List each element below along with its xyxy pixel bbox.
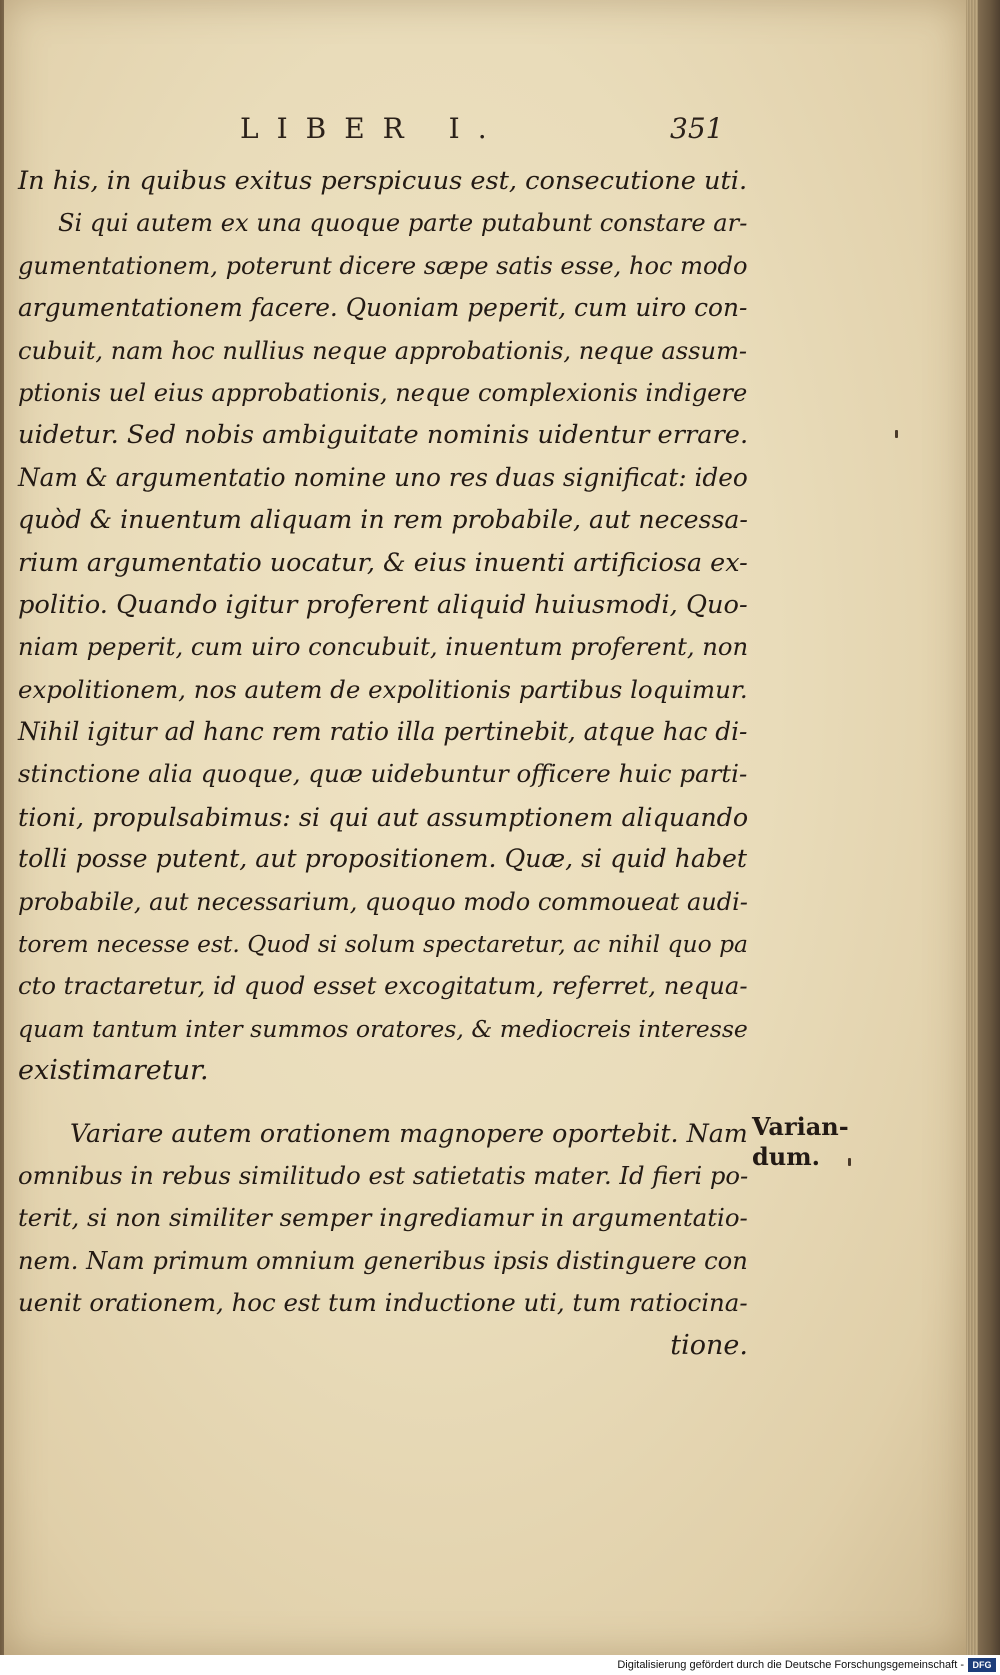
text-line: probabile, aut necessarium, quoquo modo commoueat audi- (18, 887, 748, 916)
text-line: nem. Nam primum omnium generibus ipsis distinguere con (18, 1246, 748, 1275)
footer-text: Digitalisierung gefördert durch die Deutsche Forschungsgemeinschaft - (617, 1659, 964, 1671)
catchword: tione. (670, 1329, 748, 1361)
text-line: In his, in quibus exitus perspicuus est, consecutione uti. (18, 166, 748, 196)
text-line: gumentationem, poterunt dicere sæpe satis esse, hoc modo (18, 251, 748, 280)
text-line: existimaretur. (18, 1055, 209, 1087)
text-line: uenit orationem, hoc est tum inductione uti, tum ratiocina- (18, 1288, 748, 1318)
page-number: 351 (670, 112, 724, 145)
ink-mark (848, 1158, 851, 1166)
text-line: Nihil igitur ad hanc rem ratio illa pertinebit, atque hac di- (18, 717, 748, 747)
text-line: politio. Quando igitur proferent aliquid huiusmodi, Quo- (18, 589, 748, 620)
text-line: quam tantum inter summos oratores, & mediocreis interesse (18, 1014, 748, 1043)
text-line: Si qui autem ex una quoque parte putabunt constare ar- (58, 209, 748, 238)
text-line: expolitionem, nos autem de expolitionis partibus loquimur. (18, 674, 748, 704)
page-edge (966, 0, 978, 1655)
margin-note (752, 1112, 849, 1172)
text-line: quòd & inuentum aliquam in rem probabile, aut necessa- (18, 505, 748, 535)
ink-mark (895, 430, 898, 438)
text-line: omnibus in rebus similitudo est satietatis mater. Id fieri po- (18, 1160, 749, 1190)
margin-note-line: dum. (752, 1142, 820, 1171)
text-line: stinctione alia quoque, quæ uidebuntur officere huic parti- (18, 759, 748, 789)
text-line: Nam & argumentatio nomine uno res duas significat: ideo (18, 462, 748, 492)
text-line: argumentationem facere. Quoniam peperit, cum uiro con- (18, 293, 748, 323)
digitization-footer (0, 1655, 1000, 1675)
text-line: terit, si non similiter semper ingrediamur in argumentatio- (18, 1203, 748, 1233)
text-line: tioni, propulsabimus: si qui aut assumptionem aliquando (18, 801, 749, 832)
text-line: Variare autem orationem magnopere oportebit. Nam (70, 1118, 748, 1148)
text-line: torem necesse est. Quod si solum spectaretur, ac nihil quo pa (18, 930, 748, 959)
text-line: uidetur. Sed nobis ambiguitate nominis uidentur errare. (18, 420, 749, 451)
body-text (18, 160, 748, 1367)
text-line: tolli posse putent, aut propositionem. Quæ, si quid habet (18, 844, 748, 874)
text-line: rium argumentatio uocatur, & eius inuenti artificiosa ex- (18, 547, 748, 578)
text-line: ptionis uel eius approbationis, neque complexionis indigere (18, 378, 748, 407)
margin-note-line: Varian- (752, 1112, 849, 1141)
text-line: cto tractaretur, id quod esset excogitatum, referret, nequa- (18, 971, 748, 1001)
dfg-logo: DFG (968, 1658, 996, 1672)
running-title: LIBER I. (240, 112, 505, 145)
text-line: niam peperit, cum uiro concubuit, inuentum proferent, non (18, 632, 749, 662)
text-line: cubuit, nam hoc nullius neque approbationis, neque assum- (18, 336, 748, 365)
